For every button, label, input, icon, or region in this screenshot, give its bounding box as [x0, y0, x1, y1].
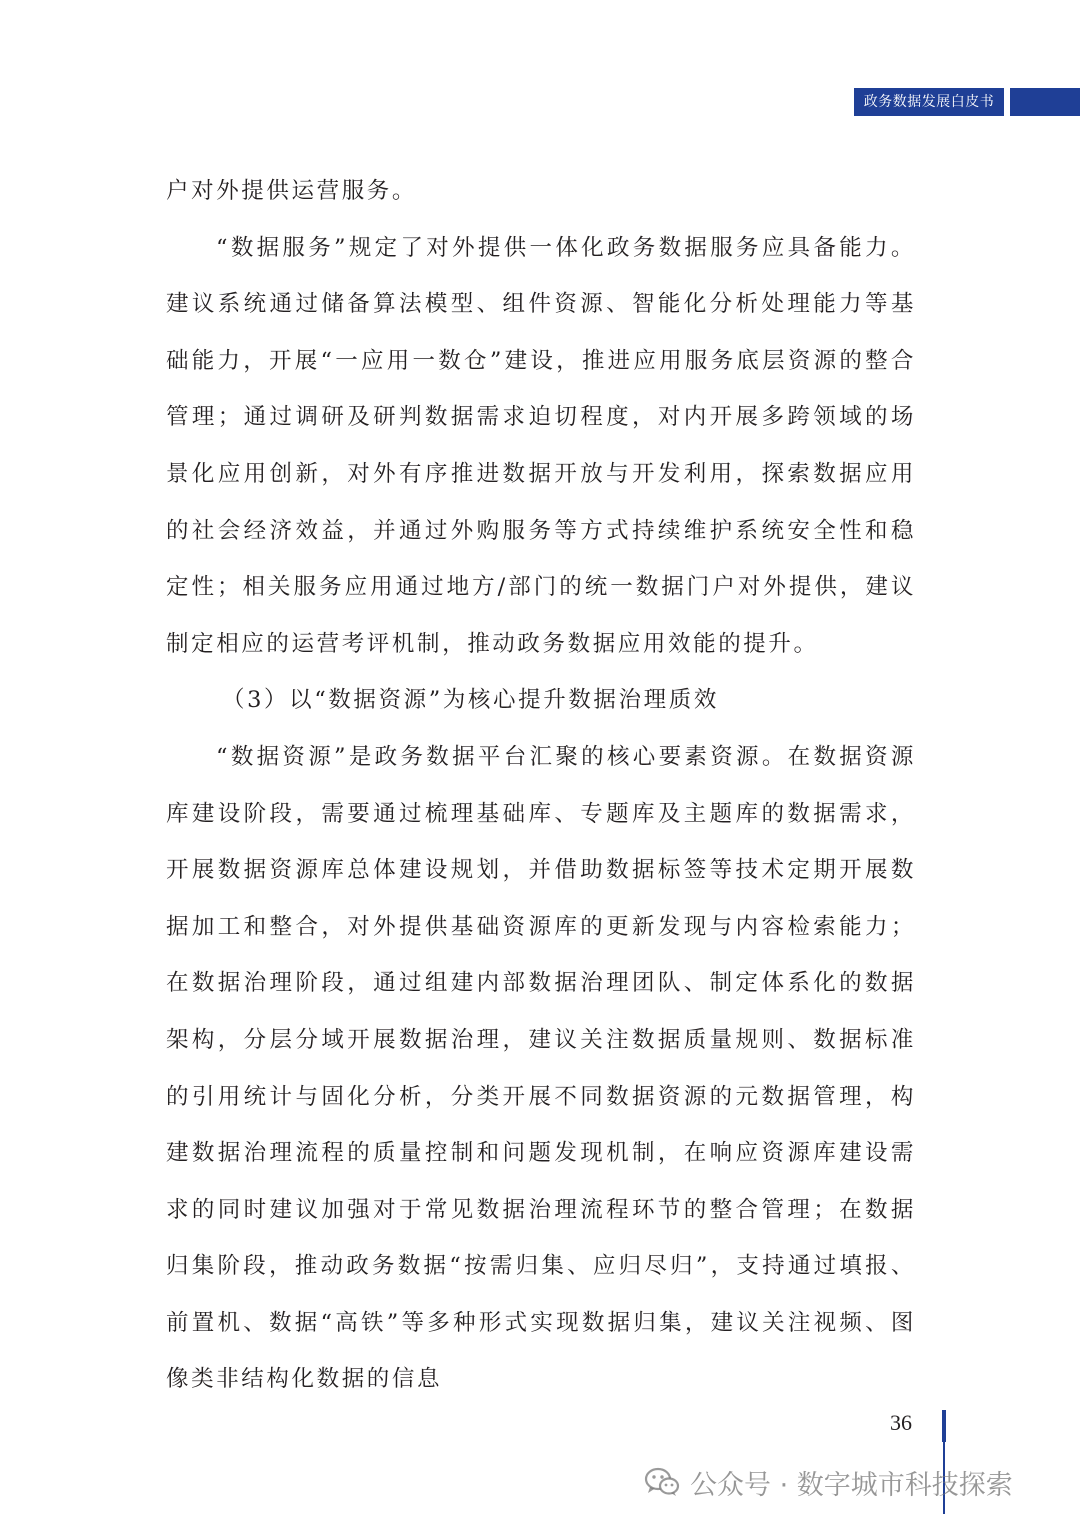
page-body [166, 163, 916, 1408]
section-heading: （3）以“数据资源”为核心提升数据治理质效 [222, 687, 719, 714]
paragraph-data-service: “数据服务”规定了对外提供一体化政务数据服务应具备能力。建议系统通过储备算法模型、组件资源、智能化分析处理能力等基础能力，开展“一应用一数仓”建设，推进应用服务底层资源的整合管理；通过调研及研判数据需求迫切程度，对内开展多跨领域的场景化应用创新，对外有序推进数据开放与开发利用，探索数据应用的社会经济效益，并通过外购服务等方式持续维护系统安全性和稳定性；相关服务应用通过地方/部门的统一数据门户对外提供，建议制定相应的运营考评机制，推动政务数据应用效能的提升。 [166, 234, 916, 657]
header-accent-block [1010, 88, 1080, 116]
header-bar [854, 88, 1080, 116]
header-title: 政务数据发展白皮书 [854, 88, 1004, 116]
wechat-icon [644, 1467, 680, 1497]
paragraph-continuation: 户对外提供运营服务。 [166, 178, 418, 204]
page-number: 36 [890, 1410, 912, 1435]
page-number-rule [942, 1410, 946, 1442]
paragraph-data-resource: “数据资源”是政务数据平台汇聚的核心要素资源。在数据资源库建设阶段，需要通过梳理基础库、专题库及主题库的数据需求，开展数据资源库总体建设规划，并借助数据标签等技术定期开展数据加工和整合，对外提供基础资源库的更新发现与内容检索能力；在数据治理阶段，通过组建内部数据治理团队、制定体系化的数据架构，分层分域开展数据治理，建议关注数据质量规则、数据标准的引用统计与固化分析，分类开展不同数据资源的元数据管理，构建数据治理流程的质量控制和问题发现机制，在响应资源库建设需求的同时建议加强对于常见数据治理流程环节的整合管理；在数据归集阶段，推动政务数据“按需归集、应归尽归”，支持通过填报、前置机、数据“高铁”等多种形式实现数据归集，建议关注视频、图像类非结构化数据的信息 [166, 743, 916, 1393]
watermark-text: 公众号 · 数字城市科技探索 [690, 1469, 1013, 1501]
wechat-watermark [644, 1462, 1013, 1502]
